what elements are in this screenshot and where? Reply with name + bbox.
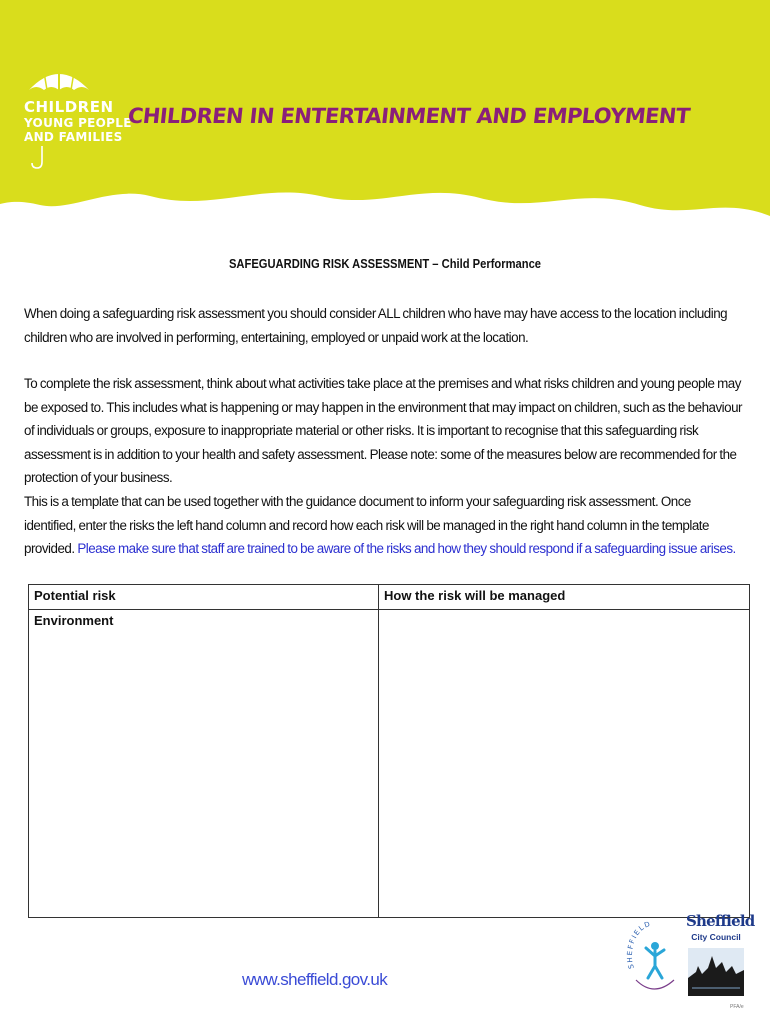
header-how-managed: How the risk will be managed bbox=[379, 585, 750, 610]
logo-line-2: YOUNG PEOPLE bbox=[24, 116, 132, 130]
council-name: Sheffield bbox=[686, 912, 755, 930]
council-subtitle: City Council bbox=[691, 932, 741, 942]
instructions-paragraph: To complete the risk assessment, think about what activities take place at the premises and what risks children and young people may be exposed to. This includes what is happening or may happen in the environment that may impact on children, such as the behaviour of individuals or groups, exposure to inappropriate material or other risks. It is important to recognise that this safeguarding risk assessment is in addition to your health and safety assessment. Please note: some of the measures below are recommended for the protection of your business. bbox=[24, 376, 742, 485]
template-paragraph bbox=[24, 490, 744, 561]
risk-table bbox=[28, 584, 750, 918]
table-row bbox=[29, 610, 750, 918]
sheffield-city-council-logo bbox=[686, 912, 755, 998]
banner-title: CHILDREN IN ENTERTAINMENT AND EMPLOYMENT bbox=[126, 104, 691, 128]
umbrella-icon bbox=[24, 64, 94, 94]
logo-line-3: AND FAMILIES bbox=[24, 130, 123, 144]
template-text: This is a template that can be used together with the guidance document to inform your safeguarding risk assessment. Once identified, enter the risks the left hand column and record how each risk will be managed in the right hand column in the template provided. bbox=[24, 494, 709, 556]
document-title: SAFEGUARDING RISK ASSESSMENT – Child Performance bbox=[228, 256, 542, 271]
table-header-row bbox=[29, 585, 750, 610]
website-link[interactable]: www.sheffield.gov.uk bbox=[242, 970, 388, 989]
badge-text: SHEFFIELD bbox=[625, 919, 653, 970]
town-hall-icon bbox=[688, 948, 744, 996]
cell-environment[interactable]: Environment bbox=[29, 610, 379, 918]
staff-training-note: Please make sure that staff are trained to be aware of the risks and how they should respond if a safeguarding issue arises. bbox=[77, 541, 736, 556]
cypf-logo bbox=[24, 64, 132, 175]
sheffield-safeguarding-badge bbox=[622, 908, 684, 1004]
intro-paragraph: When doing a safeguarding risk assessment you should consider ALL children who have may have access to the location including children who are involved in performing, entertaining, employed or unpaid work at the location. bbox=[24, 306, 728, 345]
cell-environment-managed[interactable] bbox=[379, 610, 750, 918]
logo-line-1: CHILDREN bbox=[24, 98, 114, 116]
header-banner bbox=[0, 0, 770, 240]
header-potential-risk: Potential risk bbox=[29, 585, 379, 610]
umbrella-handle-icon bbox=[24, 144, 54, 170]
document-code: PFA/e bbox=[730, 1004, 744, 1010]
